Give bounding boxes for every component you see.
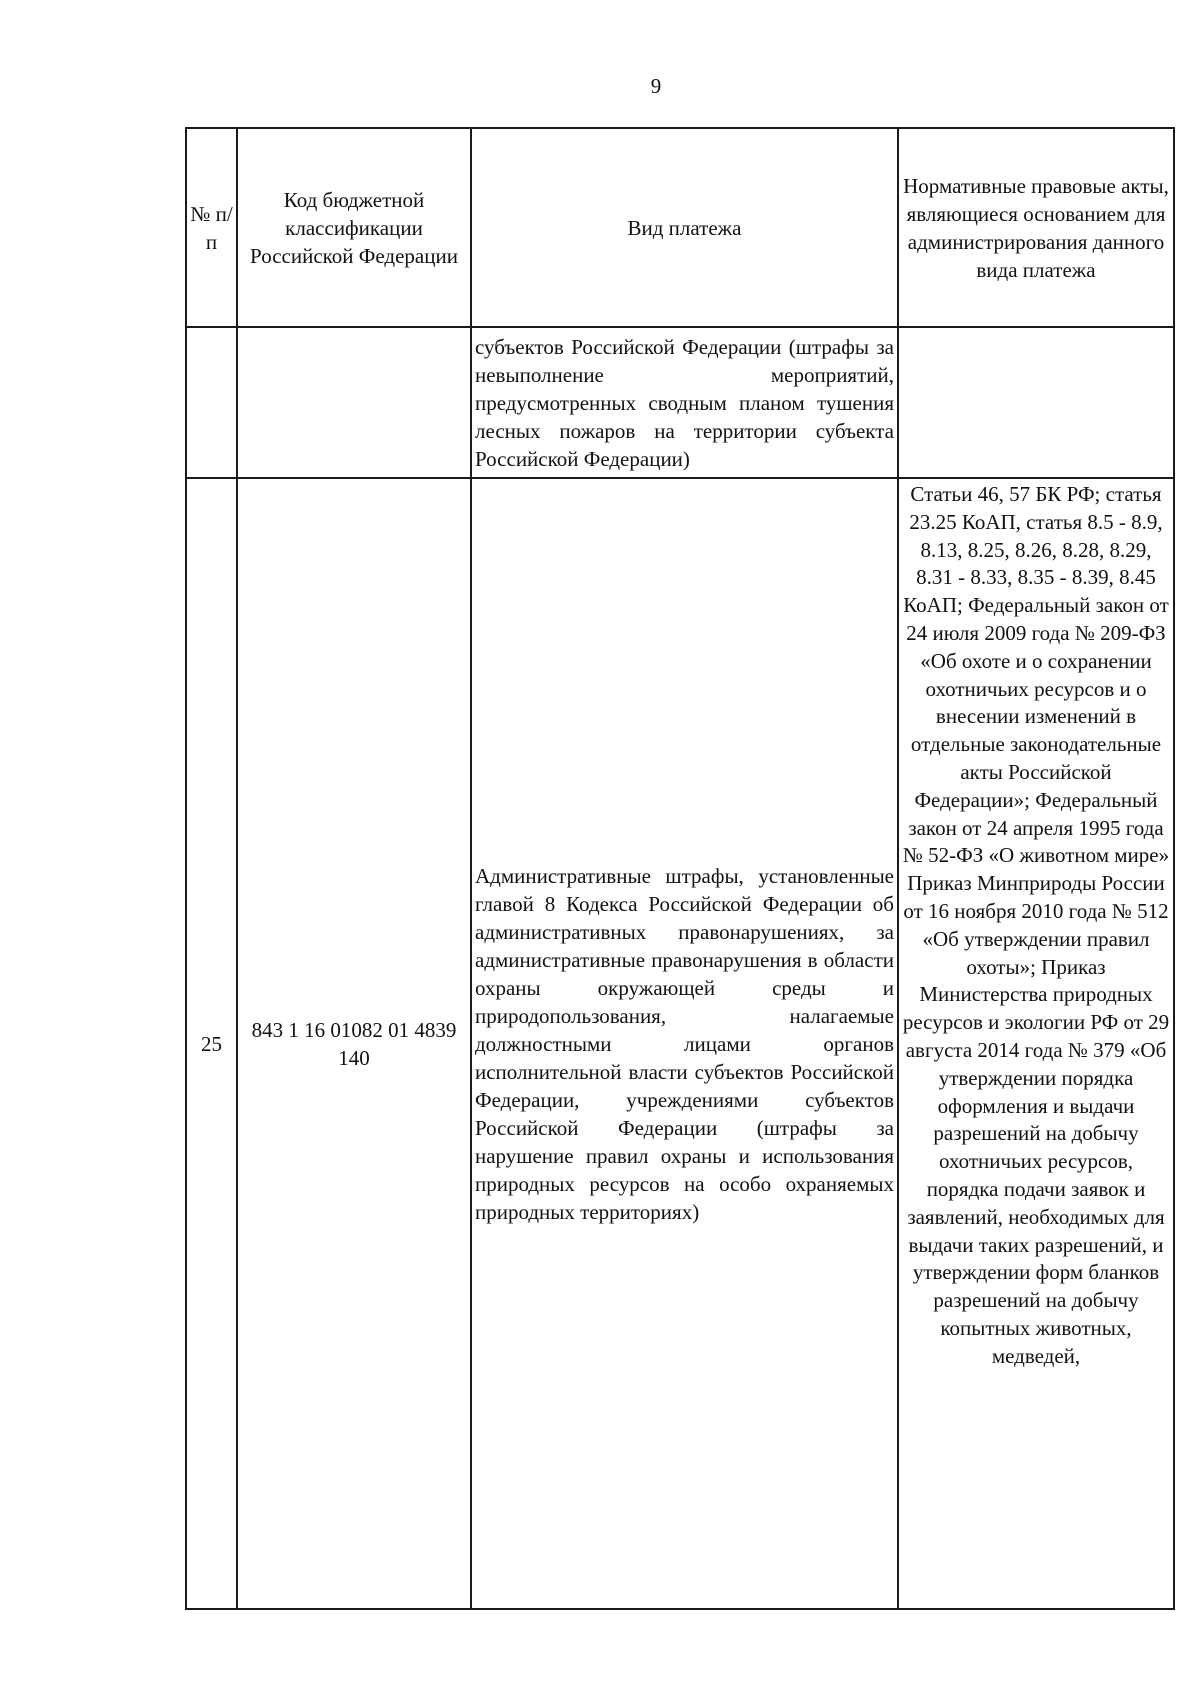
page-number: 9 xyxy=(650,74,662,98)
cell-num: 25 xyxy=(186,478,237,1609)
cell-num xyxy=(186,327,237,478)
header-code: Код бюджетной классификации Российской Федерации xyxy=(237,128,471,327)
cell-acts xyxy=(898,327,1174,478)
budget-payments-table xyxy=(185,127,1175,1610)
header-num: № п/п xyxy=(186,128,237,327)
cell-acts: Статьи 46, 57 БК РФ; статья 23.25 КоАП, статья 8.5 - 8.9, 8.13, 8.25, 8.26, 8.28, 8.29, 8.31 - 8.33, 8.35 - 8.39, 8.45 КоАП; Федеральный закон от 24 июля 2009 года № 209-ФЗ «Об охоте и о сохранении охотничьих ресурсов и о внесении изменений в отдельные законодательные акты Российской Федерации»; Федеральный закон от 24 апреля 1995 года № 52-ФЗ «О животном мире» Приказ Минприроды России от 16 ноября 2010 года № 512 «Об утверждении правил охоты»; Приказ Министерства природных ресурсов и экологии РФ от 29 августа 2014 года № 379 «Об утверждении порядка оформления и выдачи разрешений на добычу охотничьих ресурсов, порядка подачи заявок и заявлений, необходимых для выдачи таких разрешений, и утверждении форм бланков разрешений на добычу копытных животных, медведей, xyxy=(898,478,1174,1609)
header-acts: Нормативные правовые акты, являющиеся основанием для администрирования данного вида платежа xyxy=(898,128,1174,327)
cell-type: субъектов Российской Федерации (штрафы за невыполнение мероприятий, предусмотренных сводным планом тушения лесных пожаров на территории субъекта Российской Федерации) xyxy=(471,327,898,478)
cell-code: 843 1 16 01082 01 4839 140 xyxy=(237,478,471,1609)
table-row xyxy=(186,478,1174,1609)
table-row xyxy=(186,327,1174,478)
cell-type: Административные штрафы, установленные главой 8 Кодекса Российской Федерации об административных правонарушениях, за административные правонарушения в области охраны окружающей среды и природопользования, налагаемые должностными лицами органов исполнительной власти субъектов Российской Федерации, учреждениями субъектов Российской Федерации (штрафы за нарушение правил охраны и использования природных ресурсов на особо охраняемых природных территориях) xyxy=(471,478,898,1609)
table-header-row xyxy=(186,128,1174,327)
cell-code xyxy=(237,327,471,478)
header-type: Вид платежа xyxy=(471,128,898,327)
